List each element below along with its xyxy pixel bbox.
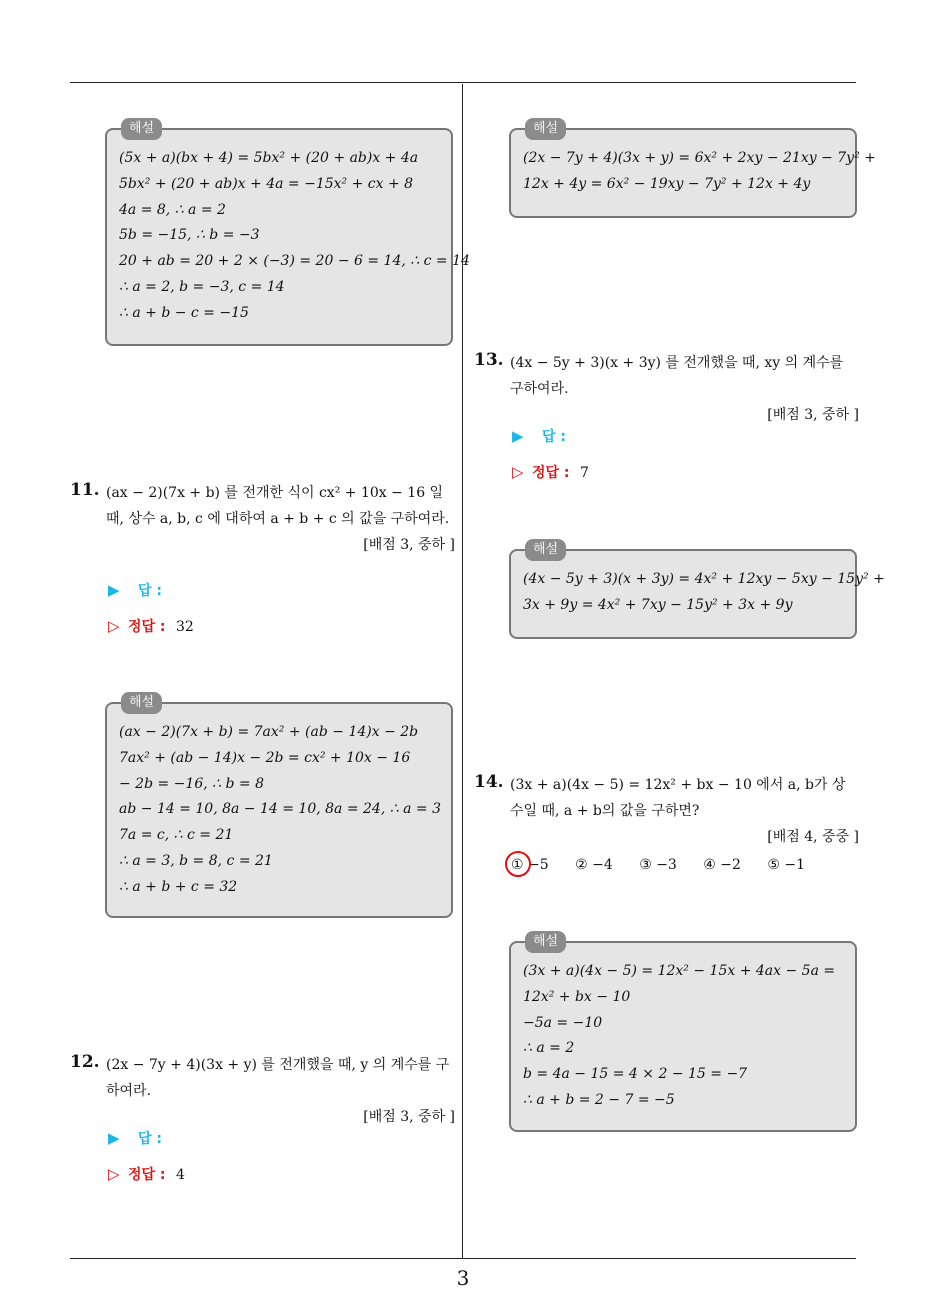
top-rule — [70, 82, 856, 83]
solution-label: 정답 : — [128, 1167, 166, 1183]
solution-line: ∴ a + b − c = −15 — [119, 304, 249, 321]
choice-5[interactable]: ⑤ −1 — [767, 857, 806, 873]
problem-number: 12. — [70, 1052, 100, 1072]
answer-row-12 — [108, 1128, 162, 1148]
outline-triangle-icon: ▷ — [512, 463, 524, 481]
solution-line: 5bx² + (20 + ab)x + 4a = −15x² + cx + 8 — [119, 175, 414, 192]
solution-line: (2x − 7y + 4)(3x + y) = 6x² + 2xy − 21xy − 7y² + — [523, 150, 876, 166]
choice-2[interactable]: ② −4 — [575, 857, 613, 873]
solution-value: 7 — [579, 465, 589, 481]
problem-number: 14. — [474, 772, 504, 792]
solution-box-13 — [509, 542, 885, 639]
solution-box-14 — [509, 934, 857, 1132]
problem-number: 11. — [70, 480, 100, 500]
solution-line: 20 + ab = 20 + 2 × (−3) = 20 − 6 = 14, ∴ c = 14 — [119, 253, 470, 270]
solution-box-10 — [105, 121, 470, 346]
solution-line: b = 4a − 15 = 4 × 2 − 15 = −7 — [523, 1066, 748, 1083]
solution-line: ∴ a + b = 2 − 7 = −5 — [523, 1091, 675, 1108]
play-icon: ▶ — [108, 581, 120, 599]
solution-row-13 — [512, 462, 589, 482]
solution-line: (ax − 2)(7x + b) = 7ax² + (ab − 14)x − 2b — [119, 724, 419, 740]
bottom-rule — [70, 1258, 856, 1259]
solution-line: 4a = 8, ∴ a = 2 — [119, 201, 226, 218]
outline-triangle-icon: ▷ — [108, 1165, 120, 1183]
answer-label: 답 : — [138, 583, 162, 599]
solution-line: 12x² + bx − 10 — [523, 988, 631, 1005]
solution-box-12 — [509, 121, 876, 218]
solution-line: − 2b = −16, ∴ b = 8 — [119, 775, 264, 792]
solution-line: 5b = −15, ∴ b = −3 — [119, 227, 260, 244]
problem-12 — [70, 1052, 455, 1130]
answer-row-13 — [512, 426, 566, 446]
solution-value: 32 — [175, 619, 194, 635]
problem-13 — [474, 350, 859, 428]
solution-line: ∴ a + b + c = 32 — [119, 878, 238, 895]
solution-tag: 해설 — [525, 118, 566, 140]
play-icon: ▶ — [108, 1129, 120, 1147]
choice-1[interactable]: ① −5 — [511, 857, 549, 873]
solution-line: ∴ a = 2 — [523, 1040, 575, 1057]
choice-4[interactable]: ④ −2 — [703, 857, 741, 873]
solution-tag: 해설 — [525, 931, 566, 953]
problem-number: 13. — [474, 350, 504, 370]
solution-label: 정답 : — [532, 465, 570, 481]
solution-line: ∴ a = 2, b = −3, c = 14 — [119, 278, 285, 295]
solution-row-11 — [108, 616, 194, 636]
problem-14 — [474, 772, 859, 850]
solution-line: ∴ a = 3, b = 8, c = 21 — [119, 852, 273, 869]
answer-label: 답 : — [138, 1131, 162, 1147]
solution-line: 3x + 9y = 4x² + 7xy − 15y² + 3x + 9y — [523, 596, 793, 613]
outline-triangle-icon: ▷ — [108, 617, 120, 635]
solution-label: 정답 : — [128, 619, 166, 635]
problem-meta: [배점 3, 중하 ] — [363, 537, 455, 553]
solution-line: (4x − 5y + 3)(x + 3y) = 4x² + 12xy − 5xy − 15y² + — [523, 571, 885, 587]
answer-label: 답 : — [542, 429, 566, 445]
problem-text: (ax − 2)(7x + b) 를 전개한 식이 cx² + 10x − 16 일 때, 상수 a, b, c 에 대하여 a + b + c 의 값을 구하여라. — [106, 485, 450, 527]
problem-text: (4x − 5y + 3)(x + 3y) 를 전개했을 때, xy 의 계수를 구하여라. — [510, 355, 844, 397]
selected-circle-icon — [505, 851, 531, 877]
problem-text: (3x + a)(4x − 5) = 12x² + bx − 10 에서 a, b가 상수일 때, a + b의 값을 구하면? — [510, 777, 846, 819]
solution-line: (5x + a)(bx + 4) = 5bx² + (20 + ab)x + 4a — [119, 150, 419, 166]
solution-line: 7ax² + (ab − 14)x − 2b = cx² + 10x − 16 — [119, 749, 411, 766]
problem-meta: [배점 3, 중하 ] — [363, 1109, 455, 1125]
solution-tag: 해설 — [121, 118, 162, 140]
solution-tag: 해설 — [121, 692, 162, 714]
problem-11 — [70, 480, 455, 558]
answer-row-11 — [108, 580, 162, 600]
choice-list — [511, 857, 827, 873]
solution-line: −5a = −10 — [523, 1014, 603, 1031]
solution-line: 7a = c, ∴ c = 21 — [119, 827, 234, 844]
solution-line: (3x + a)(4x − 5) = 12x² − 15x + 4ax − 5a = — [523, 963, 836, 979]
page-number: 3 — [456, 1266, 470, 1290]
choice-3[interactable]: ③ −3 — [639, 857, 677, 873]
solution-line: ab − 14 = 10, 8a − 14 = 10, 8a = 24, ∴ a = 3 — [119, 801, 441, 818]
solution-box-11 — [105, 695, 453, 918]
problem-meta: [배점 3, 중하 ] — [767, 407, 859, 423]
problem-meta: [배점 4, 중중 ] — [767, 829, 859, 845]
play-icon: ▶ — [512, 427, 524, 445]
solution-value: 4 — [175, 1167, 185, 1183]
problem-text: (2x − 7y + 4)(3x + y) 를 전개했을 때, y 의 계수를 구하여라. — [106, 1057, 450, 1099]
solution-line: 12x + 4y = 6x² − 19xy − 7y² + 12x + 4y — [523, 175, 811, 192]
solution-row-12 — [108, 1164, 185, 1184]
solution-tag: 해설 — [525, 539, 566, 561]
